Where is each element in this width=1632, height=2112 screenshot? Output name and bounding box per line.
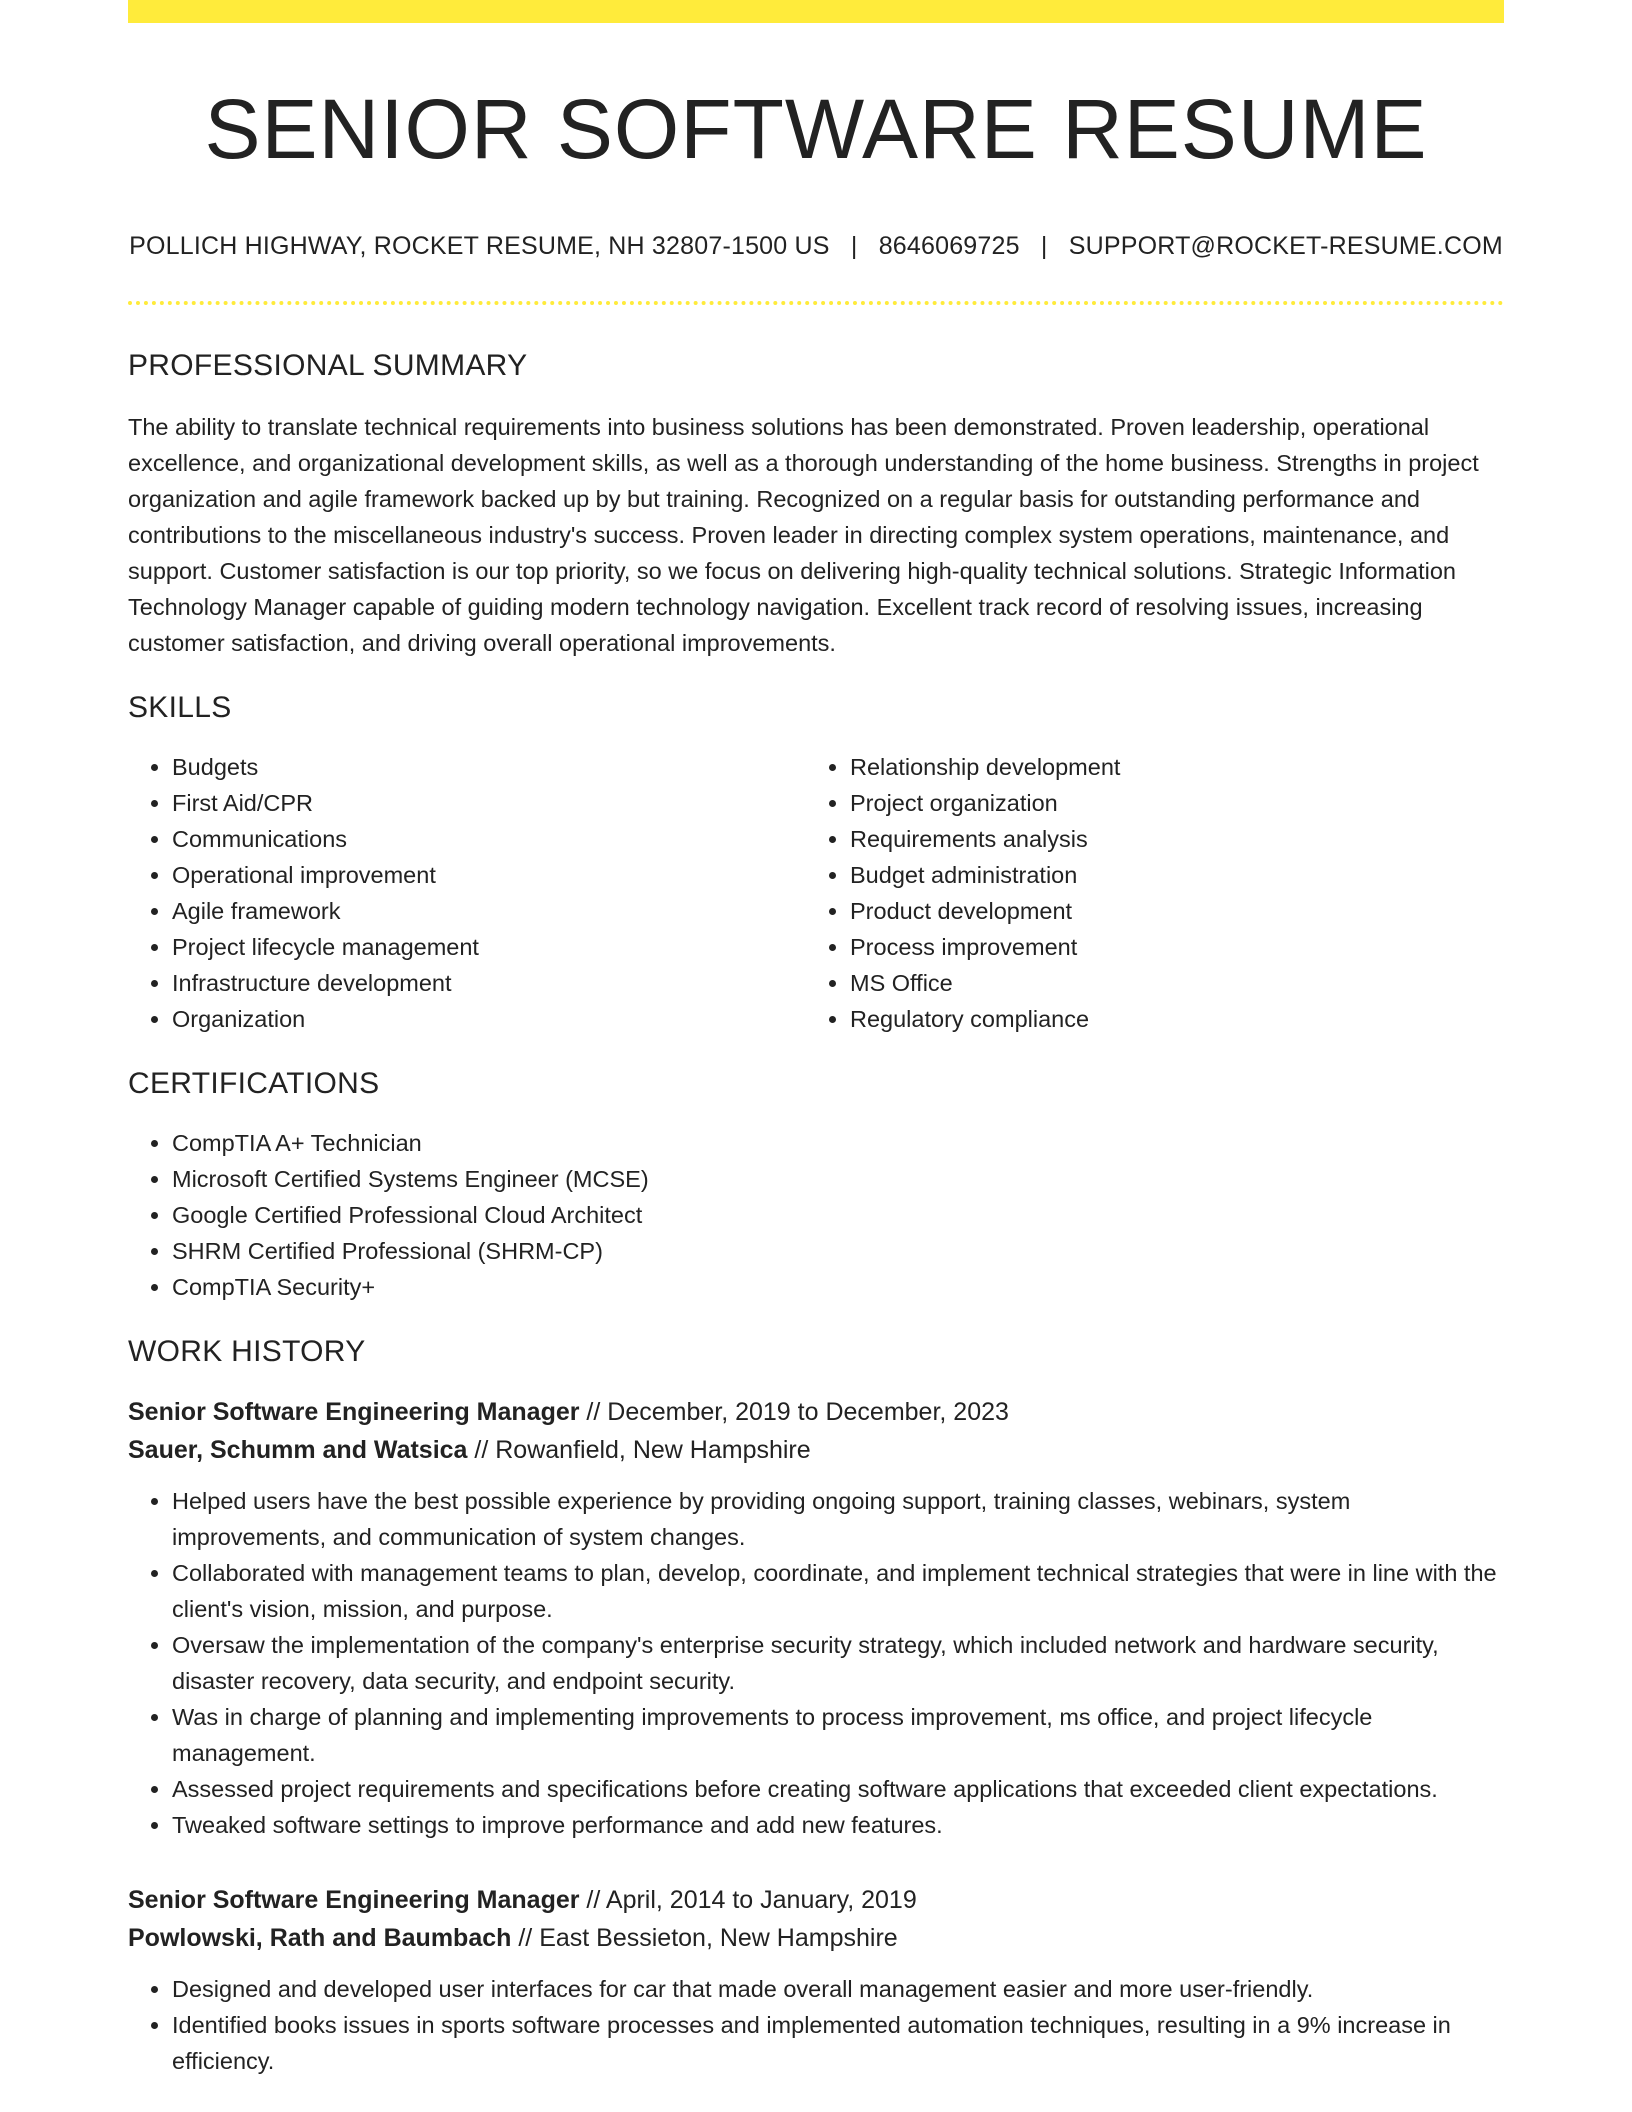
separator: | (1040, 231, 1048, 260)
phone: 8646069725 (878, 231, 1020, 260)
list-item: • Operational improvement (172, 857, 806, 893)
list-item: • SHRM Certified Professional (SHRM-CP) (172, 1233, 1504, 1269)
address: POLLICH HIGHWAY, ROCKET RESUME, NH 32807-1500 US (129, 231, 830, 260)
certifications-heading: CERTIFICATIONS (128, 1066, 380, 1100)
list-item: • CompTIA A+ Technician (172, 1125, 1504, 1161)
job-company: Sauer, Schumm and Watsica (128, 1435, 468, 1464)
skills-left-list (128, 749, 806, 1037)
dotted-divider (128, 301, 1504, 305)
list-item: • Was in charge of planning and implementing improvements to process improvement, ms office, and project lifecycle management. (172, 1699, 1504, 1771)
list-item: • Oversaw the implementation of the company's enterprise security strategy, which included network and hardware security, disaster recovery, data security, and endpoint security. (172, 1627, 1504, 1699)
job-role-line (128, 1881, 1504, 1919)
list-item: • CompTIA Security+ (172, 1269, 1504, 1305)
job-role: Senior Software Engineering Manager (128, 1397, 580, 1426)
job-company-line (128, 1431, 1504, 1469)
job-location: // Rowanfield, New Hampshire (467, 1435, 811, 1464)
job-entry (128, 1393, 1504, 1843)
skills-right-list (806, 749, 1484, 1037)
list-item: • Agile framework (172, 893, 806, 929)
contact-line (128, 232, 1504, 261)
resume-page (128, 0, 1504, 2079)
work-history-heading: WORK HISTORY (128, 1334, 366, 1368)
certifications-list (128, 1125, 1504, 1305)
summary-text: The ability to translate technical requirements into business solutions has been demonstrated. Proven leadership, operational excellence, and organizational development skills, as well as a thorough understanding of the home business. Strengths in project organization and agile framework backed up by but training. Recognized on a regular basis for outstanding performance and contributions to the miscellaneous industry's success. Proven leader in directing complex system operations, maintenance, and support. Customer satisfaction is our top priority, so we focus on delivering high-quality technical solutions. Strategic Information Technology Manager capable of guiding modern technology navigation. Excellent track record of resolving issues, increasing customer satisfaction, and driving overall operational improvements. (128, 413, 1479, 656)
job-role: Senior Software Engineering Manager (128, 1885, 580, 1914)
job-location: // East Bessieton, New Hampshire (511, 1923, 898, 1952)
summary-heading: PROFESSIONAL SUMMARY (128, 348, 528, 382)
skills-heading: SKILLS (128, 690, 232, 724)
list-item: • Requirements analysis (850, 821, 1484, 857)
separator: | (850, 231, 858, 260)
list-item: • Budget administration (850, 857, 1484, 893)
skills-columns (128, 749, 1504, 1037)
job-bullets (128, 1971, 1504, 2079)
list-item: • MS Office (850, 965, 1484, 1001)
list-item: • Google Certified Professional Cloud Architect (172, 1197, 1504, 1233)
list-item: • Process improvement (850, 929, 1484, 965)
list-item: • Collaborated with management teams to plan, develop, coordinate, and implement technical strategies that were in line with the client's vision, mission, and purpose. (172, 1555, 1504, 1627)
list-item: • Microsoft Certified Systems Engineer (MCSE) (172, 1161, 1504, 1197)
list-item: • Designed and developed user interfaces for car that made overall management easier and more user-friendly. (172, 1971, 1504, 2007)
job-company: Powlowski, Rath and Baumbach (128, 1923, 512, 1952)
job-bullets (128, 1483, 1504, 1843)
job-dates: // April, 2014 to January, 2019 (579, 1885, 917, 1914)
job-dates: // December, 2019 to December, 2023 (579, 1397, 1009, 1426)
email-link[interactable]: SUPPORT@ROCKET-RESUME.COM (1068, 231, 1503, 260)
list-item: • Project organization (850, 785, 1484, 821)
list-item: • Project lifecycle management (172, 929, 806, 965)
list-item: • Product development (850, 893, 1484, 929)
job-company-line (128, 1919, 1504, 1957)
resume-title: SENIOR SOFTWARE RESUME (204, 82, 1428, 176)
list-item: • Regulatory compliance (850, 1001, 1484, 1037)
list-item: • Infrastructure development (172, 965, 806, 1001)
job-role-line (128, 1393, 1504, 1431)
list-item: • Identified books issues in sports software processes and implemented automation techniques, resulting in a 9% increase in efficiency. (172, 2007, 1504, 2079)
job-entry (128, 1881, 1504, 2079)
list-item: • Helped users have the best possible experience by providing ongoing support, training classes, webinars, system improvements, and communication of system changes. (172, 1483, 1504, 1555)
list-item: • Organization (172, 1001, 806, 1037)
list-item: • Budgets (172, 749, 806, 785)
list-item: • First Aid/CPR (172, 785, 806, 821)
list-item: • Communications (172, 821, 806, 857)
top-accent-bar (128, 0, 1504, 23)
list-item: • Relationship development (850, 749, 1484, 785)
list-item: • Assessed project requirements and specifications before creating software applications that exceeded client expectations. (172, 1771, 1504, 1807)
list-item: • Tweaked software settings to improve performance and add new features. (172, 1807, 1504, 1843)
